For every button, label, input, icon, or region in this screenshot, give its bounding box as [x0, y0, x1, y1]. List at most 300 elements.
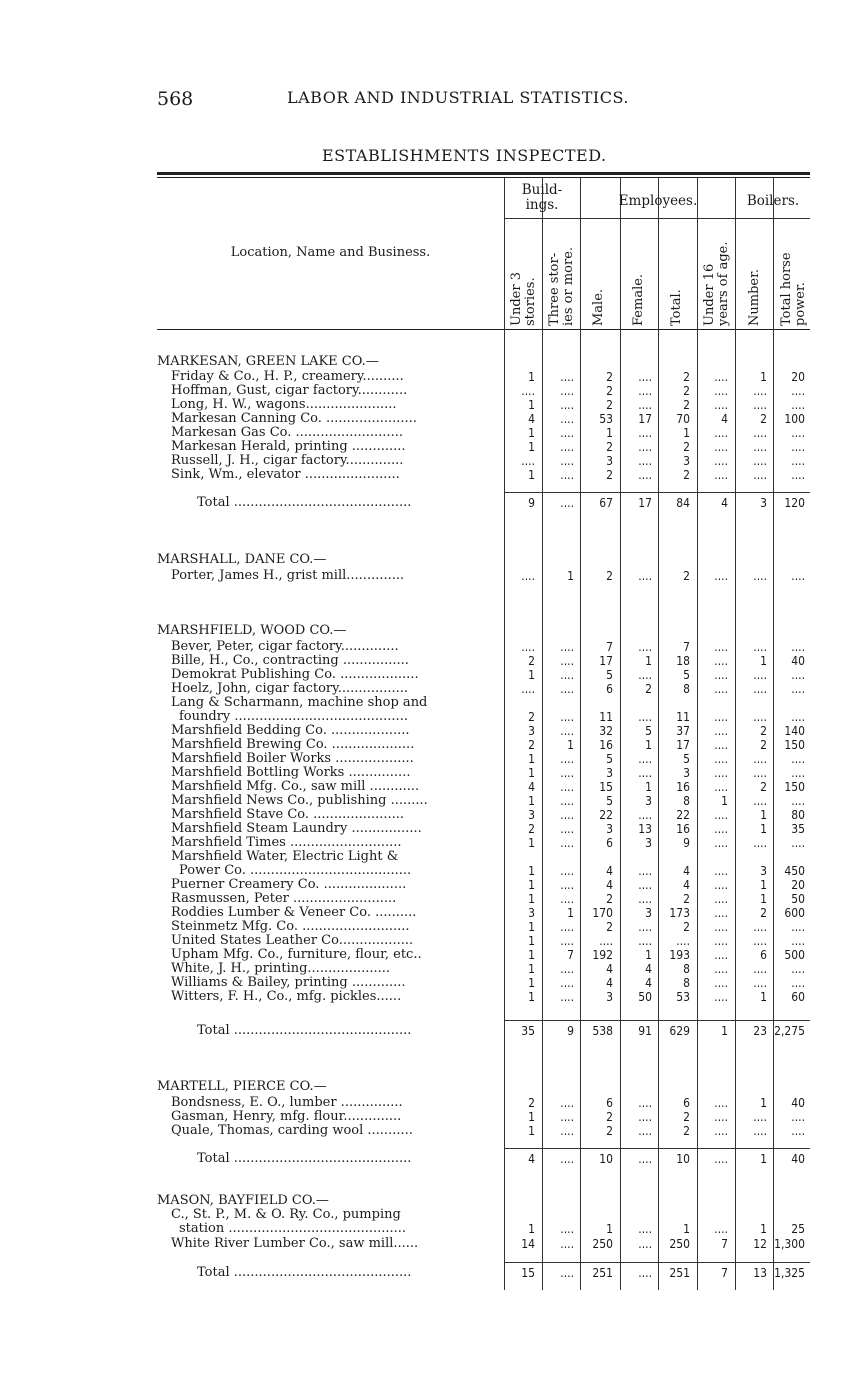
establishment-name: C., St. P., M. & O. Ry. Co., pumping: [171, 1208, 401, 1222]
table-cell: ....: [753, 440, 767, 454]
section-heading-row: [157, 355, 810, 369]
total-rule: [504, 492, 810, 493]
table-cell: ....: [791, 752, 805, 766]
table-row: [157, 682, 810, 696]
table-cell: 2: [683, 1110, 690, 1124]
table-cell: ....: [714, 426, 728, 440]
table-cell: 1: [721, 794, 728, 808]
table-cell: ....: [521, 640, 535, 654]
establishment-name: Marshfield News Co., publishing .........: [171, 794, 428, 808]
table-cell: 16: [676, 822, 690, 836]
table-cell: ....: [753, 384, 767, 398]
table-cell: ....: [560, 426, 574, 440]
table-cell: ....: [714, 370, 728, 384]
table-cell: ....: [638, 569, 652, 583]
table-cell: 1: [528, 370, 535, 384]
total-row: [157, 1024, 810, 1038]
table-cell: ....: [560, 1124, 574, 1138]
table-cell: ....: [714, 682, 728, 696]
table-cell: 2: [645, 682, 652, 696]
table-cell: 20: [791, 370, 805, 384]
table-cell: ....: [560, 892, 574, 906]
table-cell: 17: [599, 654, 613, 668]
table-row: [157, 1222, 810, 1236]
table-cell: 53: [676, 990, 690, 1004]
table-title: ESTABLISHMENTS INSPECTED.: [322, 146, 607, 165]
table-row: [157, 808, 810, 822]
total-row: [157, 496, 810, 510]
table-cell: ....: [714, 906, 728, 920]
table-cell: 5: [606, 794, 613, 808]
table-cell: 2: [528, 1096, 535, 1110]
table-cell: 2: [606, 569, 613, 583]
table-cell: 50: [791, 892, 805, 906]
table-cell: 32: [599, 724, 613, 738]
table-row: [157, 1124, 810, 1138]
table-cell: 1: [528, 836, 535, 850]
table-cell: 150: [784, 738, 805, 752]
table-cell: 4: [721, 412, 728, 426]
table-cell: 10: [676, 1152, 690, 1166]
header-rule: [157, 329, 810, 330]
table-cell: 251: [592, 1266, 613, 1280]
table-cell: ....: [560, 640, 574, 654]
establishment-name: Upham Mfg. Co., furniture, flour, etc..: [171, 948, 422, 962]
table-cell: ....: [753, 569, 767, 583]
table-cell: ....: [560, 780, 574, 794]
table-cell: ....: [714, 440, 728, 454]
three-stories-line2: ies or more.: [561, 246, 576, 326]
table-cell: ....: [714, 752, 728, 766]
table-cell: ....: [714, 864, 728, 878]
table-cell: 3: [528, 906, 535, 920]
establishment-name: White, J. H., printing....................: [171, 962, 391, 976]
establishment-name: Marshfield Steam Laundry .................: [171, 822, 422, 836]
establishment-name: Markesan Canning Co. ......................: [171, 412, 417, 426]
table-cell: 6: [606, 836, 613, 850]
table-cell: 450: [784, 864, 805, 878]
table-cell: 40: [791, 1096, 805, 1110]
under3-header: [510, 272, 538, 326]
table-cell: ....: [560, 412, 574, 426]
table-cell: 2: [683, 569, 690, 583]
table-cell: 5: [683, 668, 690, 682]
table-cell: ....: [560, 752, 574, 766]
table-cell: 2: [606, 920, 613, 934]
three-stories-line1: Three stor-: [547, 252, 562, 326]
table-cell: 11: [676, 710, 690, 724]
buildings-group-header: Build- ings.: [521, 182, 563, 213]
male-header: Male.: [591, 288, 606, 326]
table-cell: 2: [606, 1124, 613, 1138]
table-cell: ....: [791, 682, 805, 696]
table-cell: ....: [638, 864, 652, 878]
establishment-name: Friday & Co., H. P., creamery..........: [171, 370, 404, 384]
top-rule: [157, 172, 810, 175]
total-header: Total.: [669, 289, 684, 326]
table-cell: 2: [683, 370, 690, 384]
table-cell: 2: [606, 384, 613, 398]
table-cell: ....: [638, 1237, 652, 1251]
table-cell: ....: [560, 1266, 574, 1280]
table-cell: ....: [560, 1152, 574, 1166]
table-cell: 3: [645, 906, 652, 920]
table-cell: 23: [753, 1024, 767, 1038]
under3-line2: stories.: [523, 277, 538, 326]
table-cell: ....: [560, 724, 574, 738]
table-cell: 18: [676, 654, 690, 668]
table-cell: 250: [669, 1237, 690, 1251]
table-cell: 20: [791, 878, 805, 892]
table-cell: 250: [592, 1237, 613, 1251]
table-cell: ....: [560, 496, 574, 510]
table-cell: 3: [606, 766, 613, 780]
table-cell: 600: [784, 906, 805, 920]
establishment-name: Markesan Gas Co. ..........................: [171, 426, 403, 440]
table-row: [157, 569, 810, 583]
section-heading-row: [157, 624, 810, 638]
table-cell: 6: [683, 1096, 690, 1110]
female-header: Female.: [631, 273, 646, 326]
table-row: [157, 724, 810, 738]
establishment-name: Power Co. .......................................: [179, 864, 412, 878]
table-cell: 1: [645, 654, 652, 668]
table-cell: 1: [760, 892, 767, 906]
table-cell: ....: [791, 766, 805, 780]
table-cell: ....: [638, 398, 652, 412]
table-row: [157, 878, 810, 892]
table-cell: ....: [791, 454, 805, 468]
table-cell: ....: [560, 1096, 574, 1110]
table-cell: ....: [521, 569, 535, 583]
table-cell: 1: [528, 426, 535, 440]
table-row: [157, 1096, 810, 1110]
establishment-name: station ...........................................: [179, 1222, 407, 1236]
table-cell: ....: [714, 640, 728, 654]
table-cell: 15: [599, 780, 613, 794]
under16-header: [703, 242, 731, 326]
establishment-name: Total ...........................................: [197, 1024, 412, 1038]
table-cell: ....: [560, 710, 574, 724]
table-cell: 17: [638, 496, 652, 510]
establishment-name: Marshfield Water, Electric Light &: [171, 850, 399, 864]
location-heading: MARKESAN, GREEN LAKE CO.—: [157, 355, 379, 369]
table-cell: ....: [638, 1222, 652, 1236]
table-cell: 140: [784, 724, 805, 738]
table-cell: 2: [760, 724, 767, 738]
table-cell: ....: [791, 710, 805, 724]
establishment-name: Demokrat Publishing Co. ...................: [171, 668, 419, 682]
table-cell: ....: [560, 962, 574, 976]
table-cell: 40: [791, 1152, 805, 1166]
table-cell: ....: [714, 738, 728, 752]
establishment-name: Total ...........................................: [197, 1266, 412, 1280]
table-cell: 100: [784, 412, 805, 426]
table-cell: 2: [683, 384, 690, 398]
table-cell: ....: [638, 710, 652, 724]
table-cell: ....: [714, 990, 728, 1004]
table-cell: ....: [714, 780, 728, 794]
table-cell: ....: [638, 1152, 652, 1166]
under16-line2: years of age.: [716, 241, 731, 326]
table-cell: 25: [791, 1222, 805, 1236]
horse-power-line2: power.: [793, 282, 808, 326]
table-cell: 2: [606, 468, 613, 482]
table-cell: 4: [721, 496, 728, 510]
table-cell: ....: [714, 822, 728, 836]
establishment-name: Marshfield Times ...........................: [171, 836, 402, 850]
table-cell: 60: [791, 990, 805, 1004]
table-cell: 2: [606, 398, 613, 412]
table-cell: ....: [638, 1124, 652, 1138]
employees-group-header: Employees.: [618, 193, 698, 209]
table-cell: 80: [791, 808, 805, 822]
table-cell: 15: [521, 1266, 535, 1280]
table-cell: 4: [606, 962, 613, 976]
total-rule: [504, 1020, 810, 1021]
table-cell: 3: [760, 496, 767, 510]
table-cell: 1,300: [774, 1237, 805, 1251]
establishment-name: Quale, Thomas, carding wool ...........: [171, 1124, 413, 1138]
table-cell: ....: [638, 1110, 652, 1124]
establishment-name: Witters, F. H., Co., mfg. pickles......: [171, 990, 402, 1004]
establishment-name: Steinmetz Mfg. Co. ..........................: [171, 920, 410, 934]
table-cell: ....: [560, 370, 574, 384]
table-cell: 2: [683, 1124, 690, 1138]
table-cell: ....: [714, 948, 728, 962]
table-row: [157, 468, 810, 482]
table-cell: ....: [599, 934, 613, 948]
table-cell: ....: [714, 468, 728, 482]
table-cell: 4: [606, 878, 613, 892]
table-cell: 16: [676, 780, 690, 794]
table-cell: 53: [599, 412, 613, 426]
table-cell: 3: [606, 822, 613, 836]
table-cell: 120: [784, 496, 805, 510]
table-row: [157, 780, 810, 794]
table-cell: 251: [669, 1266, 690, 1280]
table-cell: 14: [521, 1237, 535, 1251]
establishment-name: Total ...........................................: [197, 1152, 412, 1166]
table-cell: ....: [638, 668, 652, 682]
table-cell: 4: [683, 864, 690, 878]
table-cell: 1: [760, 1152, 767, 1166]
table-row: [157, 850, 810, 864]
table-cell: 2: [760, 738, 767, 752]
location-heading: MARSHALL, DANE CO.—: [157, 553, 327, 567]
table-cell: 1: [567, 906, 574, 920]
table-row: [157, 1208, 810, 1222]
table-cell: 1: [528, 752, 535, 766]
group-rule: [580, 218, 735, 219]
table-cell: ....: [714, 454, 728, 468]
table-row: [157, 668, 810, 682]
table-cell: ....: [714, 1152, 728, 1166]
table-cell: 3: [528, 808, 535, 822]
establishment-name: Bille, H., Co., contracting ................: [171, 654, 409, 668]
section-heading-row: [157, 1194, 810, 1208]
table-cell: ....: [753, 794, 767, 808]
table-cell: ....: [791, 468, 805, 482]
table-cell: ....: [521, 454, 535, 468]
table-cell: 37: [676, 724, 690, 738]
table-row: [157, 920, 810, 934]
table-row: [157, 654, 810, 668]
table-cell: 1: [528, 1124, 535, 1138]
three-stories-header: [548, 247, 576, 326]
table-cell: 2: [606, 370, 613, 384]
table-cell: ....: [714, 1096, 728, 1110]
establishment-name: Marshfield Bottling Works ...............: [171, 766, 411, 780]
table-cell: ....: [753, 668, 767, 682]
table-cell: ....: [753, 766, 767, 780]
table-cell: 1: [721, 1024, 728, 1038]
table-cell: 1: [683, 426, 690, 440]
table-row: [157, 934, 810, 948]
table-row: [157, 752, 810, 766]
table-cell: ....: [560, 668, 574, 682]
table-cell: 91: [638, 1024, 652, 1038]
table-cell: ....: [714, 836, 728, 850]
table-cell: 3: [606, 454, 613, 468]
table-cell: 3: [645, 794, 652, 808]
table-cell: 1: [528, 794, 535, 808]
establishment-name: Roddies Lumber & Veneer Co. ..........: [171, 906, 417, 920]
location-heading: MARSHFIELD, WOOD CO.—: [157, 624, 347, 638]
table-cell: ....: [638, 384, 652, 398]
table-cell: ....: [714, 724, 728, 738]
table-cell: 4: [528, 412, 535, 426]
table-cell: 6: [606, 682, 613, 696]
table-cell: 67: [599, 496, 613, 510]
table-cell: 4: [528, 780, 535, 794]
establishment-name: United States Leather Co..................: [171, 934, 414, 948]
table-cell: 2: [760, 906, 767, 920]
table-row: [157, 948, 810, 962]
table-cell: ....: [791, 794, 805, 808]
table-row: [157, 384, 810, 398]
table-row: [157, 440, 810, 454]
table-cell: 1: [606, 426, 613, 440]
location-heading: MARTELL, PIERCE CO.—: [157, 1080, 327, 1094]
table-cell: 7: [721, 1237, 728, 1251]
table-cell: 1: [528, 962, 535, 976]
table-cell: 13: [638, 822, 652, 836]
table-cell: 500: [784, 948, 805, 962]
table-cell: ....: [714, 1222, 728, 1236]
table-cell: 6: [760, 948, 767, 962]
establishment-name: Sink, Wm., elevator .......................: [171, 468, 400, 482]
table-cell: ....: [676, 934, 690, 948]
table-cell: 170: [592, 906, 613, 920]
table-row: [157, 822, 810, 836]
table-cell: 1: [528, 990, 535, 1004]
table-cell: 1: [528, 766, 535, 780]
table-cell: ....: [714, 934, 728, 948]
horse-power-line1: Total horse: [779, 252, 794, 326]
table-cell: ....: [791, 1124, 805, 1138]
table-cell: 2: [606, 1110, 613, 1124]
table-cell: 1: [645, 948, 652, 962]
establishment-name: Bondsness, E. O., lumber ...............: [171, 1096, 403, 1110]
table-cell: 3: [683, 454, 690, 468]
table-cell: 1: [528, 398, 535, 412]
table-cell: 2: [683, 468, 690, 482]
table-cell: ....: [638, 878, 652, 892]
table-cell: 5: [606, 668, 613, 682]
table-cell: ....: [638, 808, 652, 822]
table-cell: 9: [567, 1024, 574, 1038]
table-cell: 1: [760, 878, 767, 892]
table-row: [157, 864, 810, 878]
table-cell: ....: [560, 654, 574, 668]
table-cell: ....: [560, 766, 574, 780]
table-cell: ....: [714, 878, 728, 892]
table-cell: ....: [753, 454, 767, 468]
table-cell: 22: [676, 808, 690, 822]
table-row: [157, 766, 810, 780]
table-cell: 4: [645, 962, 652, 976]
table-cell: 4: [606, 864, 613, 878]
table-cell: 193: [669, 948, 690, 962]
table-cell: 17: [638, 412, 652, 426]
table-cell: 4: [606, 976, 613, 990]
table-cell: 2: [528, 822, 535, 836]
table-row: [157, 1110, 810, 1124]
table-cell: 7: [567, 948, 574, 962]
table-cell: ....: [560, 1222, 574, 1236]
table-cell: ....: [560, 454, 574, 468]
establishment-name: Marshfield Brewing Co. ....................: [171, 738, 415, 752]
table-cell: ....: [753, 934, 767, 948]
table-cell: 2,275: [774, 1024, 805, 1038]
section-heading-row: [157, 1080, 810, 1094]
table-cell: ....: [791, 384, 805, 398]
table-cell: 11: [599, 710, 613, 724]
table-cell: ....: [714, 808, 728, 822]
establishment-name: foundry ..........................................: [179, 710, 408, 724]
establishment-name: Total ...........................................: [197, 496, 412, 510]
table-cell: 1: [528, 864, 535, 878]
table-row: [157, 426, 810, 440]
table-cell: 5: [683, 752, 690, 766]
table-cell: ....: [638, 934, 652, 948]
establishment-name: Marshfield Mfg. Co., saw mill ............: [171, 780, 420, 794]
table-cell: ....: [714, 962, 728, 976]
table-cell: 2: [528, 710, 535, 724]
table-cell: 5: [606, 752, 613, 766]
table-cell: 150: [784, 780, 805, 794]
table-cell: 9: [528, 496, 535, 510]
table-cell: ....: [753, 920, 767, 934]
table-cell: ....: [560, 836, 574, 850]
table-cell: 2: [683, 920, 690, 934]
table-cell: 4: [683, 878, 690, 892]
table-cell: 8: [683, 976, 690, 990]
table-cell: 40: [791, 654, 805, 668]
table-cell: ....: [638, 440, 652, 454]
establishment-name: Marshfield Bedding Co. ...................: [171, 724, 410, 738]
table-cell: 1: [528, 892, 535, 906]
table-cell: ....: [638, 426, 652, 440]
table-cell: 2: [683, 892, 690, 906]
table-row: [157, 710, 810, 724]
table-cell: 50: [638, 990, 652, 1004]
table-cell: ....: [791, 440, 805, 454]
table-cell: ....: [638, 640, 652, 654]
establishment-name: Marshfield Boiler Works ...................: [171, 752, 414, 766]
table-cell: 2: [760, 412, 767, 426]
